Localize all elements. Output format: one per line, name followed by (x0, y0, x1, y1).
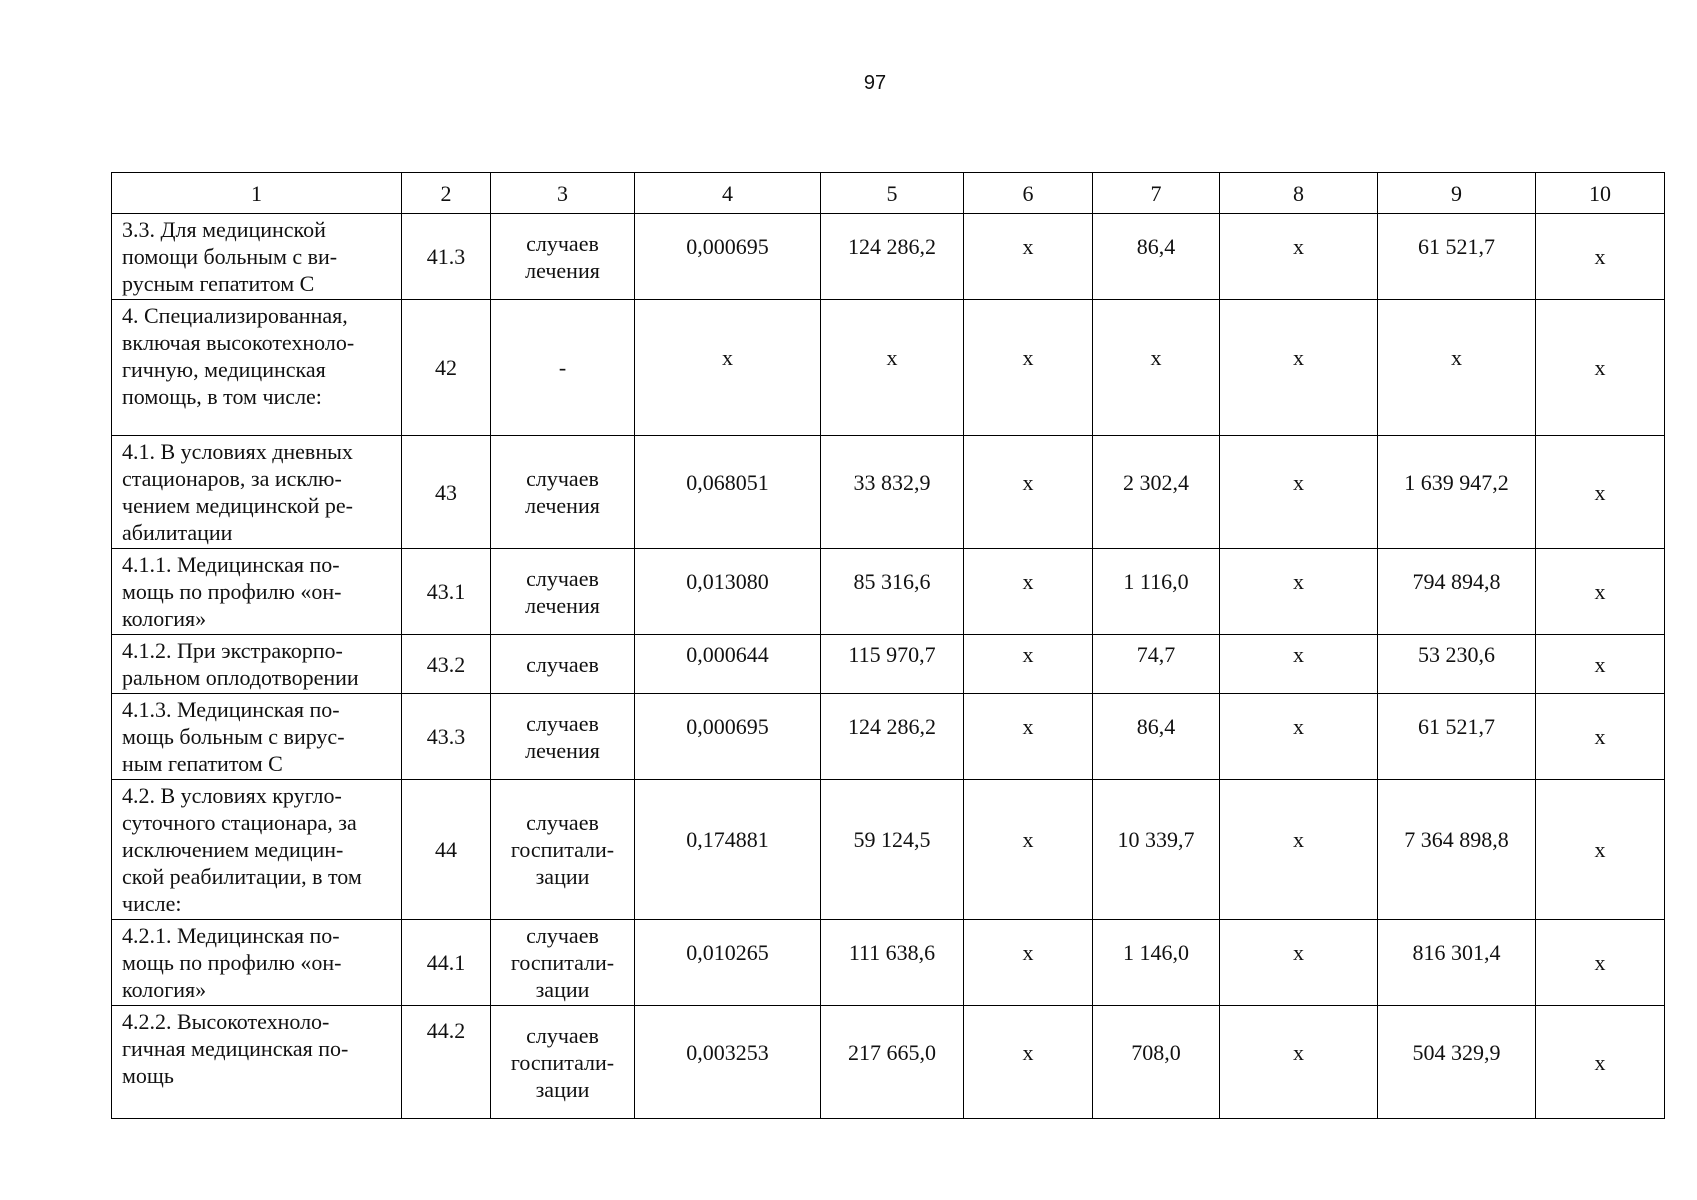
cell-col9: 61 521,7 (1418, 234, 1495, 259)
cell-col7: 1 116,0 (1123, 569, 1189, 594)
cell-col8: х (1293, 940, 1304, 965)
cell-col10: х (1536, 635, 1665, 694)
row-code: 43.2 (402, 635, 491, 694)
data-table (111, 172, 1665, 1119)
table-row (112, 635, 1665, 694)
row-code: 44 (402, 780, 491, 920)
row-unit: - (491, 300, 635, 436)
cell-col7: 74,7 (1136, 641, 1176, 667)
header-cell-1: 1 (112, 173, 402, 214)
cell-col8: х (1293, 469, 1304, 495)
cell-col4: 0,013080 (686, 569, 769, 594)
cell-col5: 85 316,6 (853, 569, 931, 594)
table-row (112, 920, 1665, 1006)
cell-col4: 0,068051 (686, 469, 769, 495)
table-row (112, 780, 1665, 920)
cell-col10: х (1536, 1006, 1665, 1119)
row-name: 4.1.1. Медицинская по- мощь по профилю «он- кология» (112, 549, 402, 635)
header-cell-9: 9 (1378, 173, 1536, 214)
cell-col7: 10 339,7 (1117, 827, 1195, 852)
cell-col10: х (1536, 214, 1665, 300)
row-code: 41.3 (402, 214, 491, 300)
cell-col5: 59 124,5 (853, 827, 931, 852)
cell-col10: х (1536, 920, 1665, 1006)
cell-col10: х (1536, 694, 1665, 780)
cell-col5: 217 665,0 (848, 1039, 936, 1065)
header-cell-2: 2 (402, 173, 491, 214)
cell-col10: х (1536, 436, 1665, 549)
row-name: 4.1.3. Медицинская по- мощь больным с вирус- ным гепатитом С (112, 694, 402, 780)
cell-col5: 111 638,6 (848, 940, 936, 965)
cell-col10: х (1536, 780, 1665, 920)
cell-col4: 0,003253 (686, 1039, 769, 1065)
row-code: 43.3 (402, 694, 491, 780)
header-cell-4: 4 (635, 173, 821, 214)
row-unit: случаев госпитали- зации (491, 920, 635, 1006)
header-cell-3: 3 (491, 173, 635, 214)
header-cell-10: 10 (1536, 173, 1665, 214)
cell-col9: 53 230,6 (1418, 641, 1495, 667)
cell-col8: х (1293, 827, 1304, 852)
page-number: 97 (863, 72, 887, 94)
row-unit: случаев лечения (491, 549, 635, 635)
cell-col9: 1 639 947,2 (1404, 469, 1509, 495)
cell-col8: х (1293, 641, 1304, 667)
row-name: 4.2.1. Медицинская по- мощь по профилю «он- кология» (112, 920, 402, 1006)
row-code: 44.2 (426, 1017, 466, 1043)
cell-col8: х (1293, 569, 1304, 594)
cell-col9: 61 521,7 (1418, 714, 1495, 739)
row-unit: случаев лечения (491, 694, 635, 780)
cell-col7: 86,4 (1136, 714, 1176, 739)
cell-col4: 0,000644 (686, 641, 769, 667)
cell-col7: 2 302,4 (1123, 469, 1189, 495)
header-cell-7: 7 (1093, 173, 1220, 214)
row-code: 43.1 (402, 549, 491, 635)
table-row (112, 694, 1665, 780)
cell-col7: 1 146,0 (1123, 940, 1189, 965)
cell-col9: 7 364 898,8 (1404, 827, 1509, 852)
cell-col6: х (1022, 469, 1034, 495)
row-code: 43 (402, 436, 491, 549)
header-cell-5: 5 (821, 173, 964, 214)
cell-col6: х (1022, 569, 1034, 594)
header-cell-6: 6 (964, 173, 1093, 214)
cell-col5: 124 286,2 (848, 234, 936, 259)
header-cell-8: 8 (1220, 173, 1378, 214)
cell-col6: х (1022, 345, 1034, 370)
row-name: 4.1.2. При экстракорпо- ральном оплодотворении (112, 635, 402, 694)
cell-col10: х (1536, 300, 1665, 436)
table-row (112, 214, 1665, 300)
row-unit: случаев (491, 635, 635, 694)
row-code: 44.1 (402, 920, 491, 1006)
row-unit: случаев лечения (491, 436, 635, 549)
row-unit: случаев госпитали- зации (491, 780, 635, 920)
row-name: 4. Специализированная, включая высокотехноло- гичную, медицинская помощь, в том числе: (112, 300, 402, 436)
cell-col6: х (1022, 827, 1034, 852)
cell-col9: 816 301,4 (1412, 940, 1501, 965)
cell-col6: х (1022, 714, 1034, 739)
cell-col4: 0,174881 (686, 827, 769, 852)
cell-col9: 794 894,8 (1412, 569, 1501, 594)
cell-col10: х (1536, 549, 1665, 635)
cell-col5: 124 286,2 (848, 714, 936, 739)
cell-col6: х (1022, 940, 1034, 965)
row-name: 4.2. В условиях кругло- суточного стационара, за исключением медицин- ской реабилитации, в том числе: (112, 780, 402, 920)
cell-col6: х (1022, 234, 1034, 259)
cell-col7: 708,0 (1131, 1039, 1181, 1065)
cell-col6: х (1022, 1039, 1034, 1065)
cell-col9: 504 329,9 (1412, 1039, 1501, 1065)
cell-col7: 86,4 (1136, 234, 1176, 259)
table-row (112, 1006, 1665, 1119)
cell-col6: х (1022, 641, 1034, 667)
cell-col7: х (1150, 345, 1162, 370)
table-row (112, 549, 1665, 635)
cell-col8: х (1293, 714, 1304, 739)
cell-col8: х (1293, 234, 1304, 259)
row-code: 42 (402, 300, 491, 436)
cell-col8: х (1293, 345, 1304, 370)
table-row (112, 300, 1665, 436)
row-name: 4.2.2. Высокотехноло- гичная медицинская по- мощь (112, 1006, 402, 1119)
cell-col4: 0,000695 (686, 714, 769, 739)
table-row (112, 436, 1665, 549)
cell-col5: 115 970,7 (848, 641, 936, 667)
cell-col5: х (886, 345, 898, 370)
cell-col9: х (1451, 345, 1462, 370)
cell-col4: х (722, 345, 733, 370)
cell-col4: 0,010265 (686, 940, 769, 965)
cell-col8: х (1293, 1039, 1304, 1065)
row-unit: случаев лечения (491, 214, 635, 300)
cell-col5: 33 832,9 (853, 469, 931, 495)
cell-col4: 0,000695 (686, 234, 769, 259)
row-name: 3.3. Для медицинской помощи больным с ви- русным гепатитом С (112, 214, 402, 300)
header-row (112, 173, 1665, 214)
row-name: 4.1. В условиях дневных стационаров, за исклю- чением медицинской ре- абилитации (112, 436, 402, 549)
row-unit: случаев госпитали- зации (491, 1006, 635, 1119)
